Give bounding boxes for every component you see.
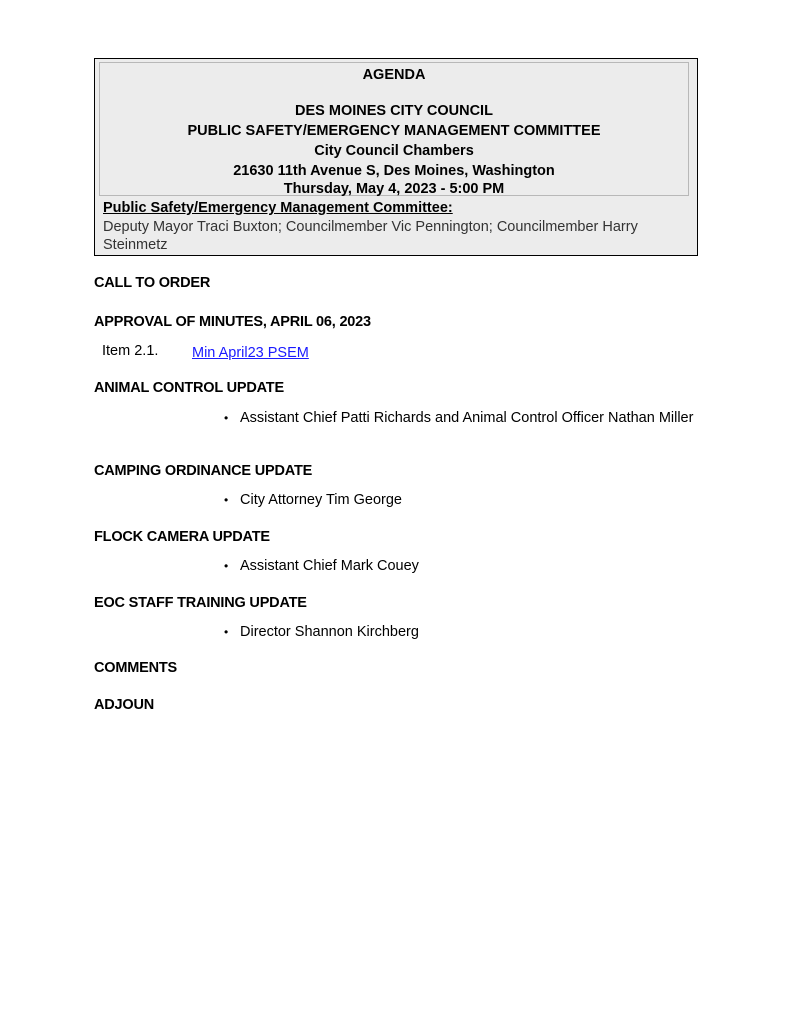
agenda-header-inner	[99, 62, 689, 196]
animal-control-presenter: Assistant Chief Patti Richards and Animal Control Officer Nathan Miller	[240, 410, 694, 426]
section-comments: COMMENTS	[94, 660, 177, 676]
bullet-icon: •	[224, 625, 229, 639]
section-approval-of-minutes: APPROVAL OF MINUTES, APRIL 06, 2023	[94, 314, 371, 330]
camping-ordinance-presenter: City Attorney Tim George	[240, 492, 402, 508]
minutes-link[interactable]: Min April23 PSEM	[192, 345, 309, 361]
section-flock-camera: FLOCK CAMERA UPDATE	[94, 529, 270, 545]
section-eoc-staff-training: EOC STAFF TRAINING UPDATE	[94, 595, 307, 611]
bullet-icon: •	[224, 559, 229, 573]
meeting-datetime: Thursday, May 4, 2023 - 5:00 PM	[283, 181, 505, 197]
bullet-icon: •	[224, 411, 229, 425]
minutes-item-label: Item 2.1.	[102, 343, 159, 359]
committee-name: PUBLIC SAFETY/EMERGENCY MANAGEMENT COMMITTEE	[187, 123, 601, 139]
committee-members: Deputy Mayor Traci Buxton; Councilmember Vic Pennington; Councilmember Harry Steinmetz	[103, 219, 638, 253]
agenda-label: AGENDA	[362, 67, 426, 83]
section-camping-ordinance: CAMPING ORDINANCE UPDATE	[94, 463, 313, 479]
section-adjourn: ADJOUN	[94, 697, 155, 713]
bullet-icon: •	[224, 493, 229, 507]
section-call-to-order: CALL TO ORDER	[94, 275, 211, 291]
venue: City Council Chambers	[314, 143, 474, 159]
committee-label: Public Safety/Emergency Management Committee:	[103, 200, 453, 216]
address: 21630 11th Avenue S, Des Moines, Washington	[233, 163, 555, 179]
eoc-staff-training-presenter: Director Shannon Kirchberg	[240, 624, 419, 640]
council-name: DES MOINES CITY COUNCIL	[295, 103, 493, 119]
section-animal-control: ANIMAL CONTROL UPDATE	[94, 380, 284, 396]
flock-camera-presenter: Assistant Chief Mark Couey	[240, 558, 419, 574]
agenda-header-box	[94, 58, 698, 256]
